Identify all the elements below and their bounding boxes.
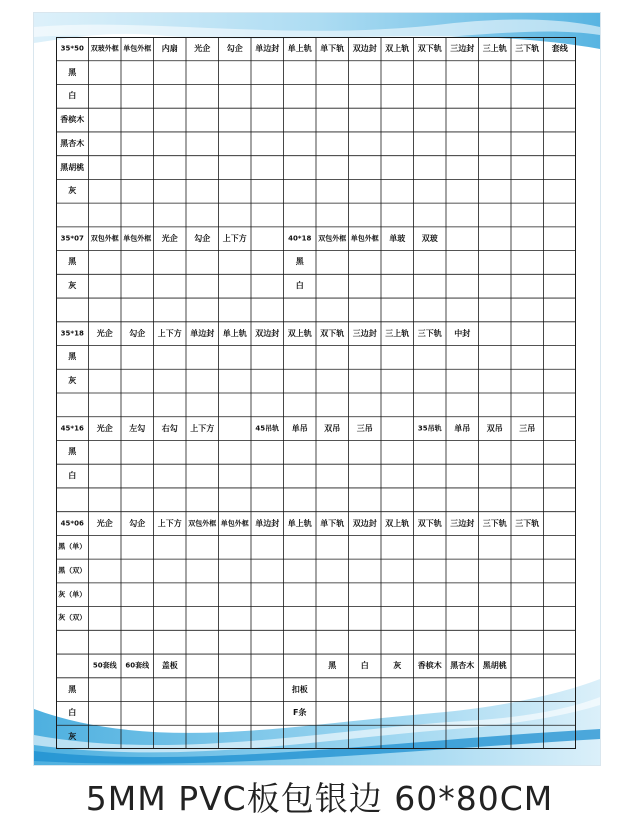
table-cell: 双玻外框 <box>90 44 119 53</box>
table-cell: 单下轨 <box>320 43 345 53</box>
table-cell: 45吊轨 <box>255 424 280 433</box>
price-board <box>33 12 601 766</box>
table-cells <box>56 37 576 749</box>
table-cell: 光企 <box>96 423 113 433</box>
table-cell: 双上轨 <box>385 518 410 528</box>
row-label: 香槟木 <box>60 115 85 125</box>
table-cell: 双下轨 <box>417 43 442 53</box>
table-cell: 光企 <box>161 233 178 243</box>
table-cell: 盖板 <box>161 660 178 670</box>
row-label: 45*16 <box>60 424 84 433</box>
table-cell: 双玻 <box>421 233 438 243</box>
table-cell: 白 <box>295 281 304 291</box>
row-label: 35*50 <box>60 44 84 53</box>
table-cell: 双边封 <box>255 328 280 338</box>
table-cell: F条 <box>293 708 307 718</box>
table-cell: 三吊 <box>356 423 373 433</box>
row-label: 灰 <box>68 732 77 742</box>
row-label: 黑 <box>68 447 77 457</box>
table-cell: 单吊 <box>454 423 471 433</box>
table-cell: 勾企 <box>194 233 211 243</box>
table-cell: 单包外框 <box>123 234 152 243</box>
row-label: 灰（双） <box>58 613 87 622</box>
table-cell: 勾企 <box>129 518 146 528</box>
table-cell: 上下方 <box>190 423 215 433</box>
table-cell: 三下轨 <box>515 518 540 528</box>
table-cell: 中封 <box>454 328 471 338</box>
table-cell: 三边封 <box>352 328 377 338</box>
table-cell: 50套线 <box>92 661 117 670</box>
table-cell: 三下轨 <box>482 518 507 528</box>
table-cell: 双包外框 <box>188 519 217 528</box>
table-cell: 单上轨 <box>222 328 247 338</box>
table-cell: 白 <box>360 660 369 670</box>
table-cell: 单包外框 <box>350 234 379 243</box>
table-cell: 黑胡桃 <box>482 660 507 670</box>
row-label: 白 <box>68 471 77 481</box>
table-cell: 双上轨 <box>385 43 410 53</box>
table-cell: 光企 <box>96 518 113 528</box>
table-cell: 双吊 <box>324 423 341 433</box>
table-cell: 光企 <box>194 43 211 53</box>
table-cell: 右勾 <box>161 423 178 433</box>
table-cell: 60套线 <box>125 661 150 670</box>
table-cell: 40*18 <box>288 234 312 243</box>
table-cell: 黑 <box>295 257 304 267</box>
table-cell: 三上轨 <box>482 43 507 53</box>
table-cell: 左勾 <box>129 423 146 433</box>
table-cell: 勾企 <box>226 43 243 53</box>
table-cell: 内扇 <box>161 43 178 53</box>
table-cell: 单边封 <box>190 328 215 338</box>
table-cell: 双包外框 <box>90 234 119 243</box>
table-cell: 双边封 <box>352 518 377 528</box>
table-cell: 扣板 <box>291 684 308 694</box>
row-label: 黑 <box>68 67 77 77</box>
row-label: 黑（单） <box>58 542 87 551</box>
row-label: 35*07 <box>60 234 84 243</box>
table-cell: 黑 <box>328 660 337 670</box>
table-cell: 单吊 <box>291 423 308 433</box>
row-label: 白 <box>68 91 77 101</box>
table-cell: 单边封 <box>255 518 280 528</box>
table-cell: 三吊 <box>519 423 536 433</box>
row-label: 黑胡桃 <box>60 162 85 172</box>
table-cell: 套线 <box>551 43 568 53</box>
table-cell: 灰 <box>393 660 402 670</box>
table-cell: 上下方 <box>157 328 182 338</box>
table-cell: 单边封 <box>255 43 280 53</box>
caption-text: 5MM PVC板包银边 60*80CM <box>85 779 554 818</box>
row-label: 黑 <box>68 684 77 694</box>
table-cell: 三上轨 <box>385 328 410 338</box>
table-cell: 35吊轨 <box>417 424 442 433</box>
row-label: 黑 <box>68 352 77 362</box>
table-cell: 单下轨 <box>320 518 345 528</box>
row-label: 黑（双） <box>58 566 87 575</box>
row-label: 灰（单） <box>58 590 87 599</box>
table-cell: 单上轨 <box>287 43 312 53</box>
table-cell: 光企 <box>96 328 113 338</box>
row-label: 45*06 <box>60 519 84 528</box>
row-label: 白 <box>68 708 77 718</box>
table-cell: 单玻 <box>389 233 406 243</box>
table-cell: 双边封 <box>352 43 377 53</box>
table-cell: 黑杏木 <box>450 660 475 670</box>
row-label: 灰 <box>68 186 77 196</box>
row-label: 黑 <box>68 257 77 267</box>
row-label: 灰 <box>68 376 77 386</box>
table-cell: 单包外框 <box>123 44 152 53</box>
table-cell: 勾企 <box>129 328 146 338</box>
table-cell: 三边封 <box>450 518 475 528</box>
table-cell: 上下方 <box>222 233 247 243</box>
table-cell: 双包外框 <box>318 234 347 243</box>
table-cell: 单上轨 <box>287 518 312 528</box>
table-cell: 单包外框 <box>220 519 249 528</box>
row-label: 黑杏木 <box>60 138 85 148</box>
table-cell: 双上轨 <box>287 328 312 338</box>
table-cell: 三边封 <box>450 43 475 53</box>
table-cell: 三下轨 <box>417 328 442 338</box>
table-cell: 双下轨 <box>417 518 442 528</box>
table-cell: 双吊 <box>486 423 503 433</box>
table-cell: 双下轨 <box>320 328 345 338</box>
row-label: 灰 <box>68 281 77 291</box>
table-cell: 三下轨 <box>515 43 540 53</box>
table-cell: 香槟木 <box>417 660 442 670</box>
row-label: 35*18 <box>60 329 84 338</box>
table-cell: 上下方 <box>157 518 182 528</box>
